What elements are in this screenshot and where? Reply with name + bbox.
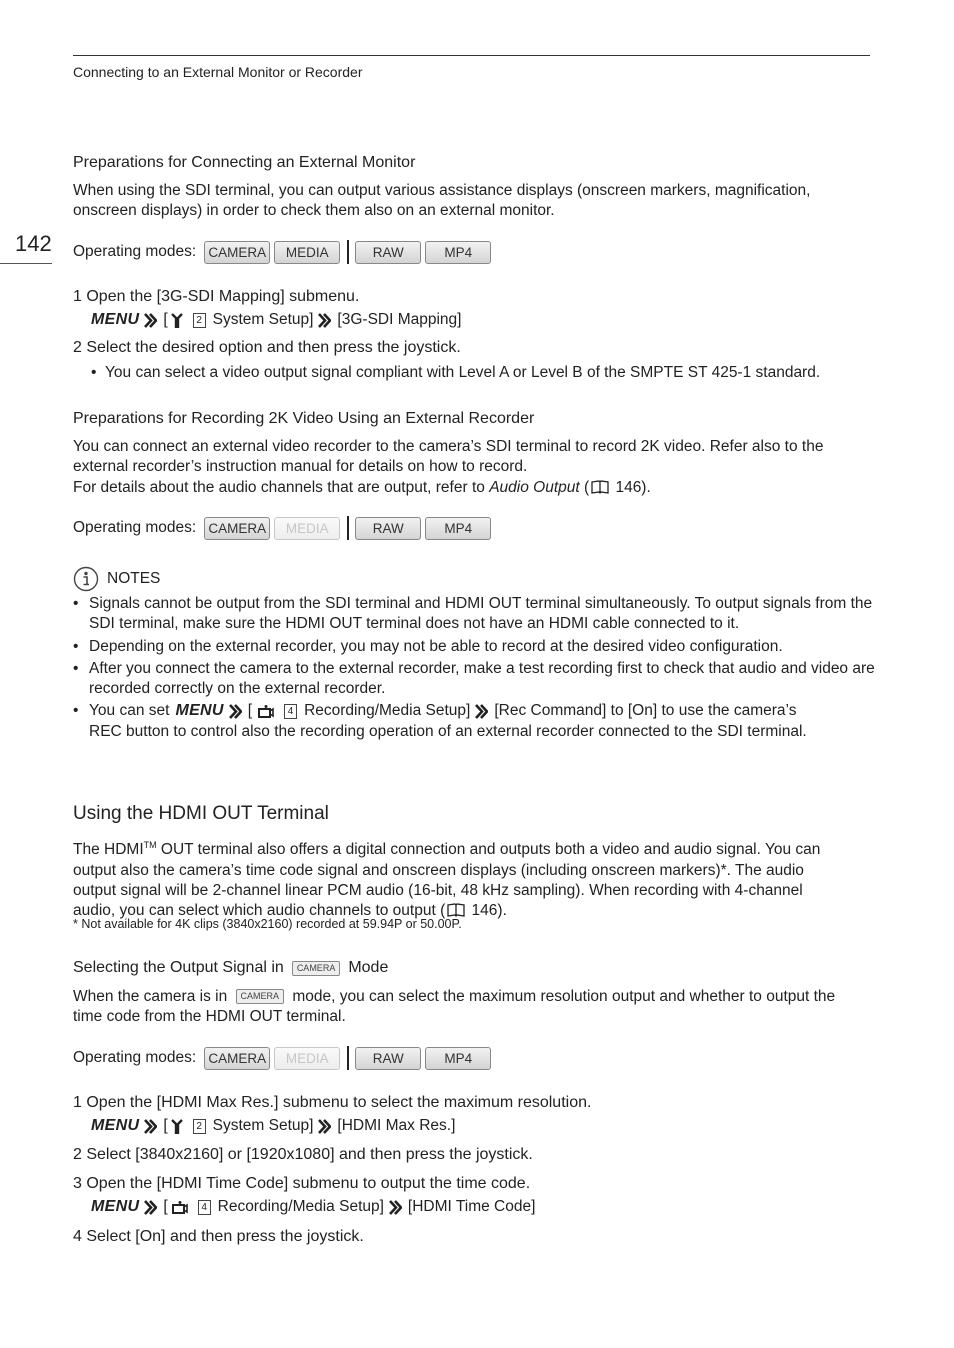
page-number: 142 <box>15 231 52 256</box>
title-text: Mode <box>348 959 389 976</box>
note-item <box>73 701 889 743</box>
page-number-rule <box>0 263 52 264</box>
mode-media-badge: MEDIA <box>274 241 340 264</box>
submenu-item: [3G-SDI Mapping] <box>337 311 462 328</box>
section-title-external-monitor: Preparations for Connecting an External Monitor <box>73 154 416 171</box>
header-rule <box>73 55 870 56</box>
note-item <box>73 594 889 635</box>
step-4: 4 Select [On] and then press the joystick. <box>73 1228 364 1245</box>
menu-label: MENU <box>91 311 140 328</box>
bullet-item <box>91 363 885 383</box>
para-text: OUT terminal also offers a digital connection and outputs both a video and audio signal. You can <box>156 841 821 859</box>
para-line: time code from the HDMI OUT terminal. <box>73 1008 346 1026</box>
notes-label: NOTES <box>107 570 161 587</box>
mode-camera-badge: CAMERA <box>204 1047 270 1070</box>
submenu-group: System Setup] <box>212 311 314 328</box>
note-text: Signals cannot be output from the SDI terminal and HDMI OUT terminal simultaneously. To output signals from the SDI terminal, make sure the HDMI OUT terminal does not have an HDMI cable connected to it. <box>89 595 873 633</box>
bullet-dot: • <box>73 595 79 612</box>
camera-mode-badge: CAMERA <box>292 961 341 976</box>
para-text: 146). <box>467 902 507 920</box>
mode-media-badge-disabled: MEDIA <box>274 517 340 540</box>
book-icon <box>591 480 609 494</box>
step-1: 1 Open the [HDMI Max Res.] submenu to select the maximum resolution. <box>73 1094 592 1111</box>
para-text: audio, you can select which audio channels to output ( <box>73 902 446 920</box>
running-title: Connecting to an External Monitor or Recorder <box>73 64 363 80</box>
submenu-number: 4 <box>284 704 297 719</box>
bracket-open: [ <box>163 311 168 328</box>
bracket-open: [ <box>163 1198 168 1215</box>
para-text: For details about the audio channels that are output, refer to <box>73 479 490 496</box>
submenu-group: Recording/Media Setup] <box>304 702 471 719</box>
submenu-group: System Setup] <box>212 1117 314 1134</box>
submenu-group: Recording/Media Setup] <box>217 1198 384 1215</box>
para-text: When the camera is in <box>73 988 228 1005</box>
bullet-dot: • <box>73 660 79 677</box>
section-title-external-recorder: Preparations for Recording 2K Video Using an External Recorder <box>73 410 535 427</box>
arrow-icon <box>475 704 488 719</box>
operating-modes-1 <box>73 240 495 264</box>
step-2: 2 Select the desired option and then press the joystick. <box>73 339 461 356</box>
section2-paragraph-2 <box>73 478 873 498</box>
operating-modes-3 <box>73 1046 495 1070</box>
arrow-icon <box>144 1119 157 1134</box>
menu-path-hdmi-time-code <box>91 1198 535 1216</box>
wrench-icon <box>170 313 184 328</box>
section3-paragraph <box>73 835 873 922</box>
footnote: * Not available for 4K clips (3840x2160) recorded at 59.94P or 50.00P. <box>73 917 462 931</box>
operating-modes-label: Operating modes: <box>73 1049 197 1066</box>
camera-media-icon <box>257 704 275 719</box>
mode-camera-badge: CAMERA <box>204 517 270 540</box>
para-line <box>73 987 873 1007</box>
mode-camera-badge: CAMERA <box>204 241 270 264</box>
mode-separator <box>347 516 349 540</box>
notes-header <box>73 566 160 592</box>
note-text: You can set <box>89 702 170 719</box>
note-item <box>73 637 889 657</box>
bullet-text: You can select a video output signal compliant with Level A or Level B of the SMPTE ST 425-1 standard. <box>105 364 821 381</box>
note-text: After you connect the camera to the external recorder, make a test recording first to check that audio and video are recorded correctly on the external recorder. <box>89 660 875 698</box>
para-text: The HDMI <box>73 841 144 859</box>
arrow-icon <box>144 313 157 328</box>
camera-media-icon <box>171 1200 189 1215</box>
step-3: 3 Open the [HDMI Time Code] submenu to output the time code. <box>73 1175 531 1192</box>
mode-separator <box>347 240 349 264</box>
bracket-open: [ <box>247 702 253 719</box>
mode-separator <box>347 1046 349 1070</box>
mode-raw-badge: RAW <box>355 517 421 540</box>
mode-media-badge-disabled: MEDIA <box>274 1047 340 1070</box>
menu-path-3g-sdi <box>91 311 461 329</box>
title-text: Selecting the Output Signal in <box>73 959 284 976</box>
para-line <box>73 835 873 861</box>
note-text: Depending on the external recorder, you may not be able to record at the desired video configuration. <box>89 638 783 655</box>
section-title-output-signal <box>73 959 388 977</box>
step-2: 2 Select [3840x2160] or [1920x1080] and then press the joystick. <box>73 1146 533 1163</box>
menu-path-hdmi-max-res <box>91 1117 455 1135</box>
para-text: ( <box>579 479 590 496</box>
audio-output-reference[interactable]: Audio Output <box>489 479 580 496</box>
book-icon <box>447 903 465 917</box>
menu-label: MENU <box>175 702 224 719</box>
info-icon <box>73 566 99 592</box>
submenu-number: 4 <box>198 1200 211 1215</box>
section2-paragraph: You can connect an external video recorder to the camera’s SDI terminal to record 2K video. Refer also to the external recorder’s instruction manual for details on how to record. <box>73 438 824 476</box>
section1-paragraph: When using the SDI terminal, you can output various assistance displays (onscreen markers, magnification, onscreen displays) in order to check them also on an external monitor. <box>73 182 811 220</box>
arrow-icon <box>144 1200 157 1215</box>
arrow-icon <box>318 313 331 328</box>
mode-mp4-badge: MP4 <box>425 517 491 540</box>
arrow-icon <box>229 704 242 719</box>
mode-raw-badge: RAW <box>355 1047 421 1070</box>
submenu-number: 2 <box>193 313 206 328</box>
mode-mp4-badge: MP4 <box>425 1047 491 1070</box>
submenu-item: [HDMI Max Res.] <box>337 1117 456 1134</box>
wrench-icon <box>170 1119 184 1134</box>
note-line <box>89 701 889 721</box>
submenu-item: [HDMI Time Code] <box>407 1198 536 1215</box>
note-text: REC button to control also the recording operation of an external recorder connected to the SDI terminal. <box>89 723 807 741</box>
para-line: output also the camera’s time code signal and onscreen displays (including onscreen markers)*. The audio <box>73 861 804 879</box>
bracket-open: [ <box>163 1117 168 1134</box>
bullet-dot: • <box>73 638 79 655</box>
camera-mode-badge: CAMERA <box>236 989 285 1004</box>
menu-label: MENU <box>91 1198 140 1215</box>
para-text: mode, you can select the maximum resolution output and whether to output the <box>292 988 836 1005</box>
operating-modes-2 <box>73 516 495 540</box>
operating-modes-label: Operating modes: <box>73 243 197 260</box>
arrow-icon <box>318 1119 331 1134</box>
mode-mp4-badge: MP4 <box>425 241 491 264</box>
bullet-dot: • <box>73 702 79 719</box>
operating-modes-label: Operating modes: <box>73 519 197 536</box>
arrow-icon <box>389 1200 402 1215</box>
section-title-hdmi-out: Using the HDMI OUT Terminal <box>73 803 329 824</box>
section4-paragraph <box>73 987 873 1028</box>
trademark: TM <box>143 840 157 850</box>
bullet-dot: • <box>91 364 97 381</box>
step-1: 1 Open the [3G-SDI Mapping] submenu. <box>73 288 360 305</box>
submenu-number: 2 <box>193 1119 206 1134</box>
para-text: 146). <box>611 479 651 496</box>
note-text: [Rec Command] to [On] to use the camera’s <box>494 702 797 719</box>
para-line: output signal will be 2-channel linear PCM audio (16-bit, 48 kHz sampling). When recording with 4-channel <box>73 881 803 899</box>
note-item <box>73 659 889 700</box>
mode-raw-badge: RAW <box>355 241 421 264</box>
menu-label: MENU <box>91 1117 140 1134</box>
